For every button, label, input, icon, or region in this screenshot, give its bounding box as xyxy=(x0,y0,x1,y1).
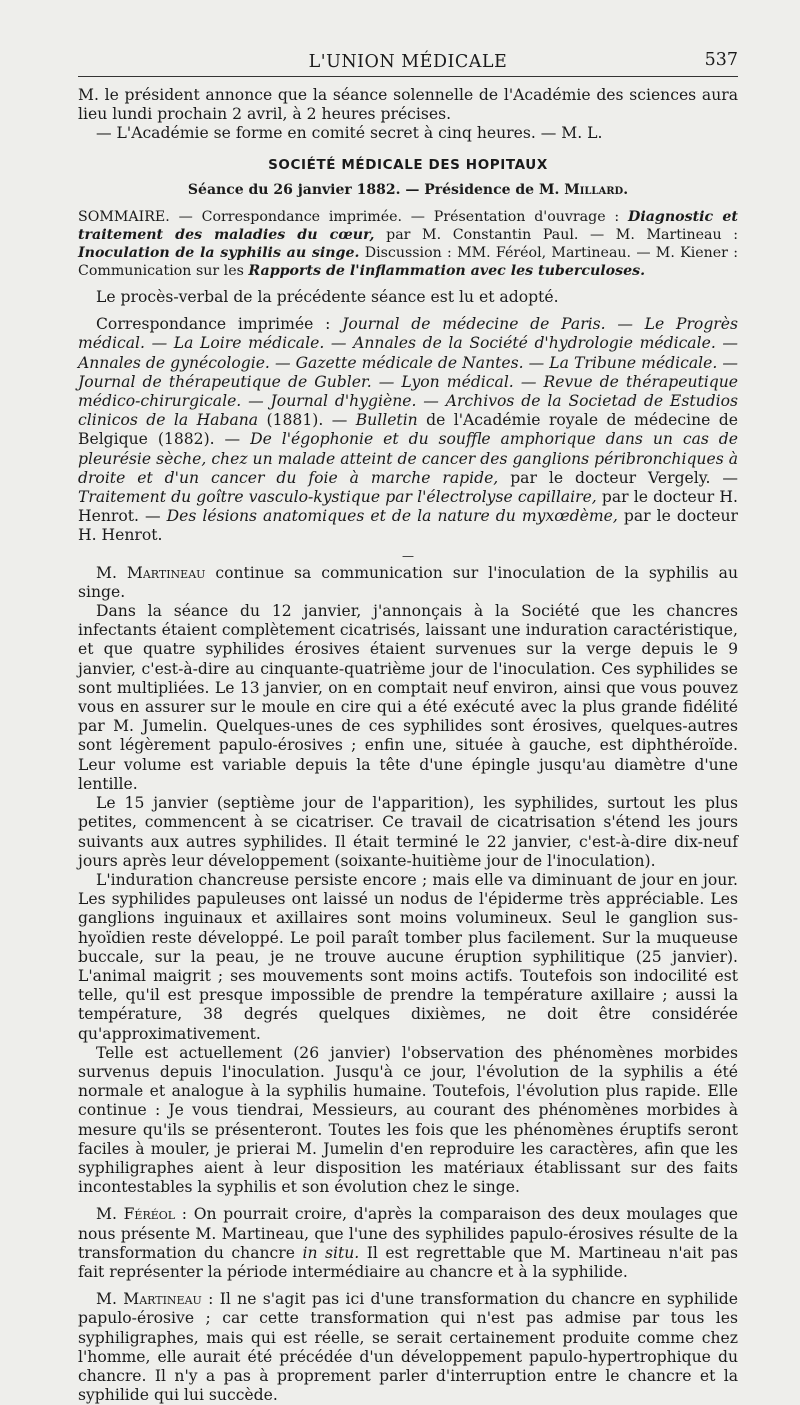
body-paragraph: Telle est actuellement (26 janvier) l'observation des phénomènes morbides survenus depuis l'inoculation. Jusqu'à ce jour, l'évolution de la syphilis a été normale et analogue à la syphilis humaine. Toutefois, l'évolution plus rapide. Elle continue : Je vous tiendrai, Messieurs, au courant des phénomènes morbides à mesure qu'ils se présenteront. Toutes les fois que les phénomènes éruptifs seront faciles à mouler, je prierai M. Jumelin d'en reproduire les caractères, afin que les syphiligraphes aient à leur disposition les matériaux établissant sur des faits incontestables la syphilis et son évolution chez le singe. xyxy=(78,1043,738,1197)
sommaire-paragraph xyxy=(78,208,738,280)
running-header xyxy=(78,50,738,77)
sommaire-text: par M. Constantin Paul. — M. Martineau : xyxy=(374,227,738,244)
martineau-communication xyxy=(78,564,738,602)
sommaire-book-title: Diagnostic et traitement des maladies du cœur, xyxy=(78,209,738,244)
speaker-name: M. Féréol xyxy=(96,1205,176,1224)
correspondance-paragraph xyxy=(78,315,738,545)
seance-line xyxy=(78,181,738,200)
intro-paragraph: M. le président annonce que la séance solennelle de l'Académie des sciences aura lieu lundi prochain 2 avril, à 2 heures précises. xyxy=(78,86,738,124)
intro-closing: — L'Académie se forme en comité secret à cinq heures. — M. L. xyxy=(96,124,603,143)
reply-text: : Il ne s'agit pas ici d'une transformation du chancre en syphilide papulo-érosive ; car cette transformation qui n'est pas admise par tous les syphiligraphes, mais qui est réelle, se serait certainement produite comme chez l'homme, elle aurait été précédée d'un développement papulo-hypertrophique du chancre. Il n'y a pas à proprement parler d'interruption entre le chancre et la syphilide qui lui succède. xyxy=(78,1290,738,1405)
correspondance-text: par le docteur H. Henrot. xyxy=(78,507,738,545)
ferreol-remark xyxy=(78,1205,738,1282)
latin-phrase: in situ. xyxy=(302,1243,360,1262)
journal-title: L'UNION MÉDICALE xyxy=(308,52,508,72)
correspondance-text: par le docteur Vergely. — xyxy=(498,468,738,487)
section-title: SOCIÉTÉ MÉDICALE DES HOPITAUX xyxy=(268,156,548,173)
seance-label: Séance du 26 janvier 1882. — Présidence de M. xyxy=(187,181,565,198)
remark-text: Il est regrettable que M. Martineau n'ait pas fait représenter la période intermédiaire au chancre et à la syphilide. xyxy=(78,1243,738,1281)
speaker-name: M. Martineau xyxy=(96,1290,202,1309)
work-title: De l'égophonie et du souffle amphorique dans un cas de pleurésie sèche, chez un malade atteint de cancer des ganglions péribronchiques à droite et d'un cancer du foie à marche rapide, xyxy=(78,430,738,487)
separator-dash: — xyxy=(402,548,414,563)
martineau-reply xyxy=(78,1290,738,1405)
body-paragraph: Dans la séance du 12 janvier, j'annonçais à la Société que les chancres infectants étaient complètement cicatrisés, laissant une induration caractéristique, et que quatre syphilides érosives étaient survenues sur la verge depuis le 9 janvier, c'est-à-dire au cinquante-quatrième jour de l'inoculation. Ces syphilides se sont multipliées. Le 13 janvier, on en comptait neuf environ, ainsi que vous pouvez vous en assurer sur le moule en cire qui a été exécuté avec la plus grande fidélité par M. Jumelin. Quelques-unes de ces syphilides sont érosives, quelques-autres sont légèrement papulo-érosives ; enfin une, située à gauche, est diphthéroïde. Leur volume est variable depuis la tête d'une épingle jusqu'au diamètre d'une lentille. xyxy=(78,602,738,793)
correspondance-text: Correspondance imprimée : xyxy=(96,315,343,334)
work-title: Traitement du goître vasculo-kystique par l'électrolyse capillaire, xyxy=(78,488,597,507)
page-content xyxy=(78,86,738,1405)
body-paragraph: Le 15 janvier (septième jour de l'apparition), les syphilides, surtout les plus petites, commencent à se cicatriser. Ce travail de cicatrisation s'étend les jours suivants aux autres syphilides. Il était terminé le 22 janvier, c'est-à-dire dix-neuf jours après leur développement (soixante-huitième jour de l'inoculation). xyxy=(78,794,738,870)
sommaire-text: — Correspondance imprimée. — Présentation d'ouvrage : xyxy=(169,209,629,226)
body-paragraph: L'induration chancreuse persiste encore ; mais elle va diminuant de jour en jour. Les syphilides papuleuses ont laissé un nodus de l'épiderme très appréciable. Les ganglions inguinaux et axillaires sont moins volumineux. Seul le ganglion sus-hyoïdien reste développé. Le poil paraît tomber plus facilement. Sur la muqueuse buccale, sur la peau, je ne trouve aucune éruption syphilitique (25 janvier). L'animal maigrit ; ses mouvements sont moins actifs. Toutefois son indocilité est telle, qu'il est presque impossible de prendre la température axillaire ; aussi la température, 38 degrés quelques dixièmes, ne doit être considérée qu'approximativement. xyxy=(78,870,738,1043)
correspondance-text: par le docteur H. Henrot. — xyxy=(78,488,738,526)
page-number: 537 xyxy=(704,50,738,70)
sommaire-topic: Inoculation de la syphilis au singe. xyxy=(78,245,360,262)
work-title: Des lésions anatomiques et de la nature du myxœdème, xyxy=(166,507,618,526)
remark-text: : On pourrait croire, d'après la comparaison des deux moulages que nous présente M. Martineau, que l'une des syphilides papulo-érosives résulte de la transformation du chancre xyxy=(78,1205,738,1262)
journal-list: Journal de médecine de Paris. — Le Progrès médical. — La Loire médicale. — Annales de la Société d'hydrologie médicale. — Annales de gynécologie. — Gazette médicale de Nantes. — La Tribune médicale. — Journal de thérapeutique de Gubler. — Lyon médical. — Revue de thérapeutique médico-chirurgicale. — Journal d'hygiène. — Archivos de la Societad de Estudios clinicos de la Habana xyxy=(78,315,738,430)
speaker-name: M. Martineau xyxy=(96,563,206,582)
correspondance-text: de l'Académie royale de médecine de Belgique (1882). — xyxy=(78,411,738,449)
sommaire-text: Discussion : MM. Féréol, Martineau. — M. Kiener : Communication sur les xyxy=(78,245,738,280)
president-name: Millard xyxy=(564,181,624,198)
seance-end: . xyxy=(623,181,629,198)
proces-verbal: Le procès-verbal de la précédente séance est lu et adopté. xyxy=(96,288,559,307)
communication-text: continue sa communication sur l'inoculation de la syphilis au singe. xyxy=(78,563,738,601)
bulletin-title: Bulletin xyxy=(355,411,418,430)
correspondance-text: (1881). — xyxy=(258,411,356,430)
sommaire-label: SOMMAIRE. xyxy=(78,209,170,226)
sommaire-topic: Rapports de l'inflammation avec les tuberculoses. xyxy=(248,263,646,280)
